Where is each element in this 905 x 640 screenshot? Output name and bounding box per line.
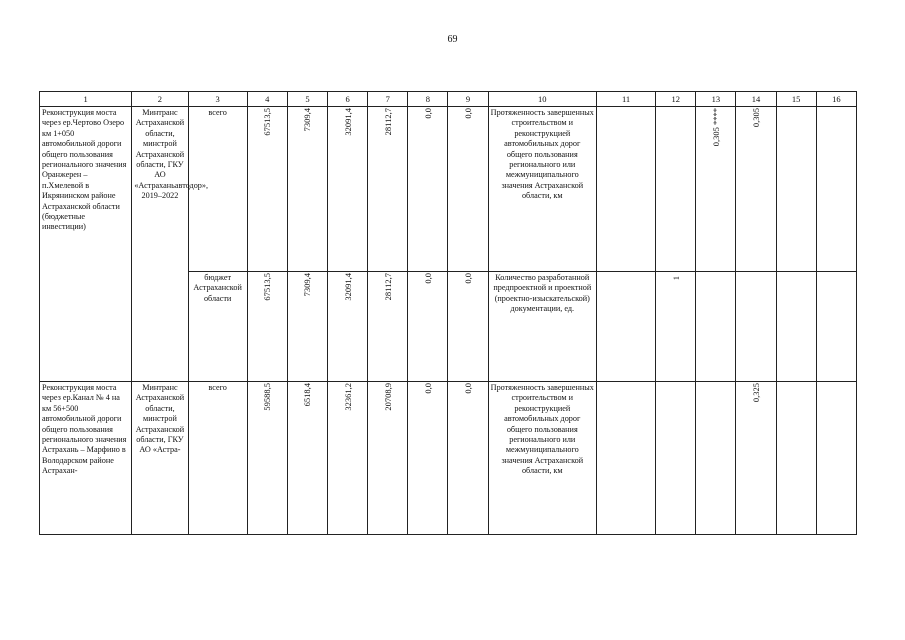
column-header: 2	[132, 92, 188, 107]
amount-2020: 32361,2	[342, 383, 353, 411]
amount-2020: 32091,4	[342, 273, 353, 301]
amount-col9: 0,0	[463, 273, 473, 284]
column-header: 14	[736, 92, 776, 107]
empty-cell	[596, 382, 655, 535]
empty-cell	[816, 107, 856, 272]
empty-cell	[656, 382, 696, 535]
column-header: 9	[448, 92, 488, 107]
program-table	[39, 91, 857, 535]
amount-2019: 7309,4	[302, 108, 313, 132]
page-number: 69	[447, 34, 458, 45]
indicator-value-col13: 0,305 ****	[710, 108, 721, 147]
empty-cell	[816, 382, 856, 535]
empty-cell	[596, 272, 655, 382]
empty-cell	[696, 382, 736, 535]
amount-2021: 20708,9	[382, 383, 393, 411]
empty-cell	[816, 272, 856, 382]
amount-total: 59588,5	[262, 383, 273, 411]
column-header: 3	[188, 92, 247, 107]
empty-cell	[776, 272, 816, 382]
amount-col9: 0,0	[463, 383, 473, 394]
amount-2022: 0,0	[422, 273, 433, 284]
amount-2021: 28112,7	[382, 108, 393, 136]
amount-2022: 0,0	[422, 383, 433, 394]
column-header: 8	[408, 92, 448, 107]
column-header: 11	[596, 92, 655, 107]
table-row	[40, 107, 857, 272]
column-header: 4	[247, 92, 287, 107]
amount-2019: 7309,4	[302, 273, 313, 297]
header-row	[40, 92, 857, 107]
project-name: Реконструкция моста через ер.Чертово Озеро км 1+050 автомобильной дороги общего пользования регионального значения Оранжерен – п.Хмелевой в Икрянинском районе Астраханской области (бюджетные инвестиции)	[40, 107, 132, 382]
empty-cell	[736, 272, 776, 382]
empty-cell	[656, 107, 696, 272]
column-header: 13	[696, 92, 736, 107]
indicator-name: Протяженность завершенных строительством и реконструкцией автомобильных дорог общего пользования регионального или межмуниципального значения Астраханской области, км	[488, 107, 596, 272]
empty-cell	[776, 107, 816, 272]
amount-2020: 32091,4	[342, 108, 353, 136]
table-row	[40, 382, 857, 535]
indicator-value-col14: 0,325	[751, 383, 762, 403]
column-header: 1	[40, 92, 132, 107]
amount-2019: 6518,4	[302, 383, 313, 407]
column-header: 12	[656, 92, 696, 107]
amount-total: 67513,5	[262, 108, 273, 136]
funding-source: бюджет Астраханской области	[188, 272, 247, 382]
empty-cell	[696, 272, 736, 382]
column-header: 7	[368, 92, 408, 107]
project-executor: Минтранс Астраханской области, минстрой Астраханской области, ГКУ АО «Астра-	[135, 383, 185, 455]
project-name: Реконструкция моста через ер.Канал № 4 на км 56+500 автомобильной дороги общего пользования регионального значения Астрахань – Марфино в Володарском районе Астрахан-	[42, 383, 127, 476]
funding-source: всего	[188, 382, 247, 535]
column-header: 6	[328, 92, 368, 107]
column-header: 5	[287, 92, 327, 107]
indicator-name: Протяженность завершенных строительством и реконструкцией автомобильных дорог общего пользования регионального или межмуниципального значения Астраханской области, км	[488, 382, 596, 535]
funding-source: всего	[188, 107, 247, 272]
column-header: 16	[816, 92, 856, 107]
project-executor: Минтранс Астраханской области, минстрой Астраханской области, ГКУ АО «Астраханьавтодор», 2019–2022	[132, 107, 188, 382]
empty-cell	[776, 382, 816, 535]
column-header: 10	[488, 92, 596, 107]
amount-2021: 28112,7	[382, 273, 393, 301]
empty-cell	[596, 107, 655, 272]
amount-total: 67513,5	[262, 273, 273, 301]
amount-col9: 0,0	[463, 108, 473, 119]
amount-2022: 0,0	[422, 108, 433, 119]
indicator-name: Количество разработанной предпроектной и проектной (проектно-изыскательской) документации, ед.	[488, 272, 596, 382]
indicator-value-col12: 1	[670, 275, 681, 280]
indicator-value-col14: 0,305	[751, 108, 762, 128]
column-header: 15	[776, 92, 816, 107]
